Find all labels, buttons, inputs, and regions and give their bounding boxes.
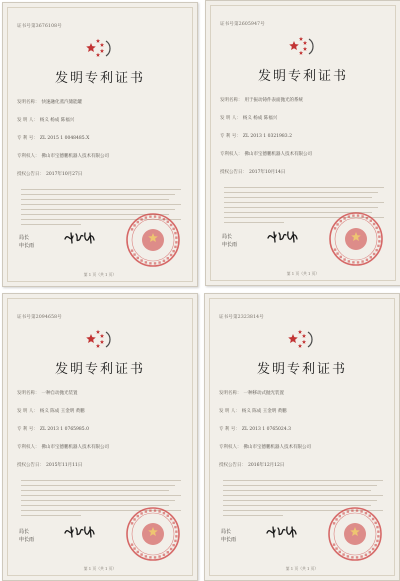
certificate-field (220, 115, 386, 121)
patent-certificate-3 (2, 293, 198, 581)
certificate-field (17, 117, 183, 123)
certificate-field (17, 99, 183, 105)
text-line (224, 197, 372, 198)
certificate-field (17, 444, 183, 450)
field-value: 一种自动抛光装置 (41, 391, 78, 396)
certificate-field (219, 390, 385, 396)
certificate-field (17, 153, 183, 159)
field-value: 一种移动式抛光装置 (243, 391, 284, 396)
certificate-field (220, 151, 386, 157)
director-label: 局长 申长雨 (19, 529, 35, 543)
national-emblem-icon (288, 35, 316, 61)
official-seal-icon (328, 211, 384, 271)
certificate-title: 发明专利证书 (54, 362, 145, 377)
field-value: 杨义 杨成 陈福兴 (39, 118, 75, 123)
text-line (224, 222, 284, 223)
certificate-number: 证书号第2094658号 (17, 315, 62, 320)
field-value: 快速融化蒸汽储能罐 (41, 100, 82, 105)
certificate-field (17, 426, 183, 432)
field-label: 专利权人： (219, 445, 242, 450)
director-signature (266, 229, 300, 249)
text-line (223, 480, 383, 481)
field-value: 用于振动铸件表面抛光的系统 (244, 98, 303, 103)
official-seal-icon (125, 506, 181, 566)
patent-certificate-2 (205, 0, 400, 286)
field-value: 杨义 陈成 王金明 黄鹏 (241, 409, 287, 414)
field-value: ZL 2015 1 0048485.X (39, 136, 90, 141)
field-label: 发明名称： (17, 391, 40, 396)
official-seal-icon (125, 212, 181, 272)
text-line (21, 199, 169, 200)
certificate-title: 发明专利证书 (54, 71, 145, 86)
page-number: 第 1 页（共 1 页） (286, 271, 320, 276)
field-value: 杨义 陈成 王金明 黄鹏 (39, 409, 85, 414)
text-line (223, 490, 371, 491)
director-signature (63, 230, 97, 250)
certificate-title: 发明专利证书 (257, 69, 348, 84)
director-label: 局长 申长雨 (19, 235, 35, 249)
text-line (21, 189, 181, 190)
field-value: 杨义 杨成 陈福兴 (242, 116, 278, 121)
certificate-number: 证书号第3676108号 (17, 24, 62, 29)
patent-certificate-1 (2, 2, 198, 287)
field-label: 授权公告日： (17, 463, 44, 468)
patent-certificate-4 (204, 293, 400, 581)
field-label: 专 利 号： (220, 134, 241, 139)
field-value: 佛山市宝德鹏机器人技术有限公司 (243, 445, 311, 450)
official-seal-icon (327, 506, 383, 566)
field-value: 2017年10月14日 (249, 170, 286, 175)
national-emblem-icon (85, 37, 113, 63)
field-value: ZL 2013 1 0321983.2 (242, 134, 292, 139)
field-label: 发 明 人： (17, 409, 38, 414)
text-line (21, 485, 175, 486)
text-line (21, 224, 81, 225)
field-label: 发 明 人： (219, 409, 240, 414)
text-line (223, 500, 377, 501)
text-line (223, 515, 283, 516)
certificate-field (219, 408, 385, 414)
certificate-field (17, 462, 183, 468)
text-line (21, 480, 181, 481)
field-label: 专利权人： (17, 154, 40, 159)
certificate-field (219, 426, 385, 432)
field-label: 发明名称： (220, 98, 243, 103)
certificate-field (220, 97, 386, 103)
director-signature (265, 524, 299, 544)
director-label: 局长 申长雨 (221, 529, 237, 543)
certificate-field (17, 408, 183, 414)
field-value: 佛山市宝德鹏机器人技术有限公司 (41, 445, 109, 450)
field-label: 专 利 号： (17, 136, 38, 141)
field-label: 授权公告日： (219, 463, 246, 468)
national-emblem-icon (85, 328, 113, 354)
certificate-field (219, 444, 385, 450)
field-label: 专利权人： (220, 152, 243, 157)
text-line (224, 192, 378, 193)
field-label: 专 利 号： (17, 427, 38, 432)
certificate-number: 证书号第2323814号 (219, 315, 264, 320)
field-label: 专利权人： (17, 445, 40, 450)
text-line (21, 209, 175, 210)
text-line (223, 485, 377, 486)
director-signature (63, 524, 97, 544)
text-line (21, 500, 175, 501)
certificate-title: 发明专利证书 (256, 362, 347, 377)
page-number: 第 1 页（共 1 页） (83, 272, 117, 277)
certificate-field (17, 171, 183, 177)
certificate-number: 证书号第2605947号 (220, 22, 265, 27)
field-value: ZL 2013 1 0765985.0 (39, 427, 89, 432)
certificate-field (17, 390, 183, 396)
certificate-field (219, 462, 385, 468)
field-value: 2016年12月12日 (248, 463, 285, 468)
certificate-field (17, 135, 183, 141)
field-label: 发明名称： (17, 100, 40, 105)
field-value: 佛山市宝德鹏机器人技术有限公司 (41, 154, 109, 159)
field-label: 发 明 人： (17, 118, 38, 123)
text-line (21, 515, 81, 516)
page-number: 第 1 页（共 1 页） (285, 566, 319, 571)
text-line (224, 202, 384, 203)
field-value: 2015年11月11日 (46, 463, 83, 468)
text-line (224, 187, 384, 188)
field-label: 发 明 人： (220, 116, 241, 121)
text-line (21, 204, 181, 205)
field-label: 发明名称： (219, 391, 242, 396)
text-line (21, 490, 169, 491)
text-line (21, 495, 181, 496)
field-value: 佛山市宝德鹏机器人技术有限公司 (244, 152, 312, 157)
field-label: 授权公告日： (220, 170, 247, 175)
director-label: 局长 申长雨 (222, 234, 238, 248)
certificate-field (220, 169, 386, 175)
text-line (21, 194, 175, 195)
text-line (223, 495, 383, 496)
field-label: 专 利 号： (219, 427, 240, 432)
field-value: 2017年10月27日 (46, 172, 83, 177)
certificate-field (220, 133, 386, 139)
national-emblem-icon (287, 328, 315, 354)
text-line (224, 207, 378, 208)
page-number: 第 1 页（共 1 页） (83, 566, 117, 571)
field-value: ZL 2013 1 0765024.3 (241, 427, 291, 432)
field-label: 授权公告日： (17, 172, 44, 177)
